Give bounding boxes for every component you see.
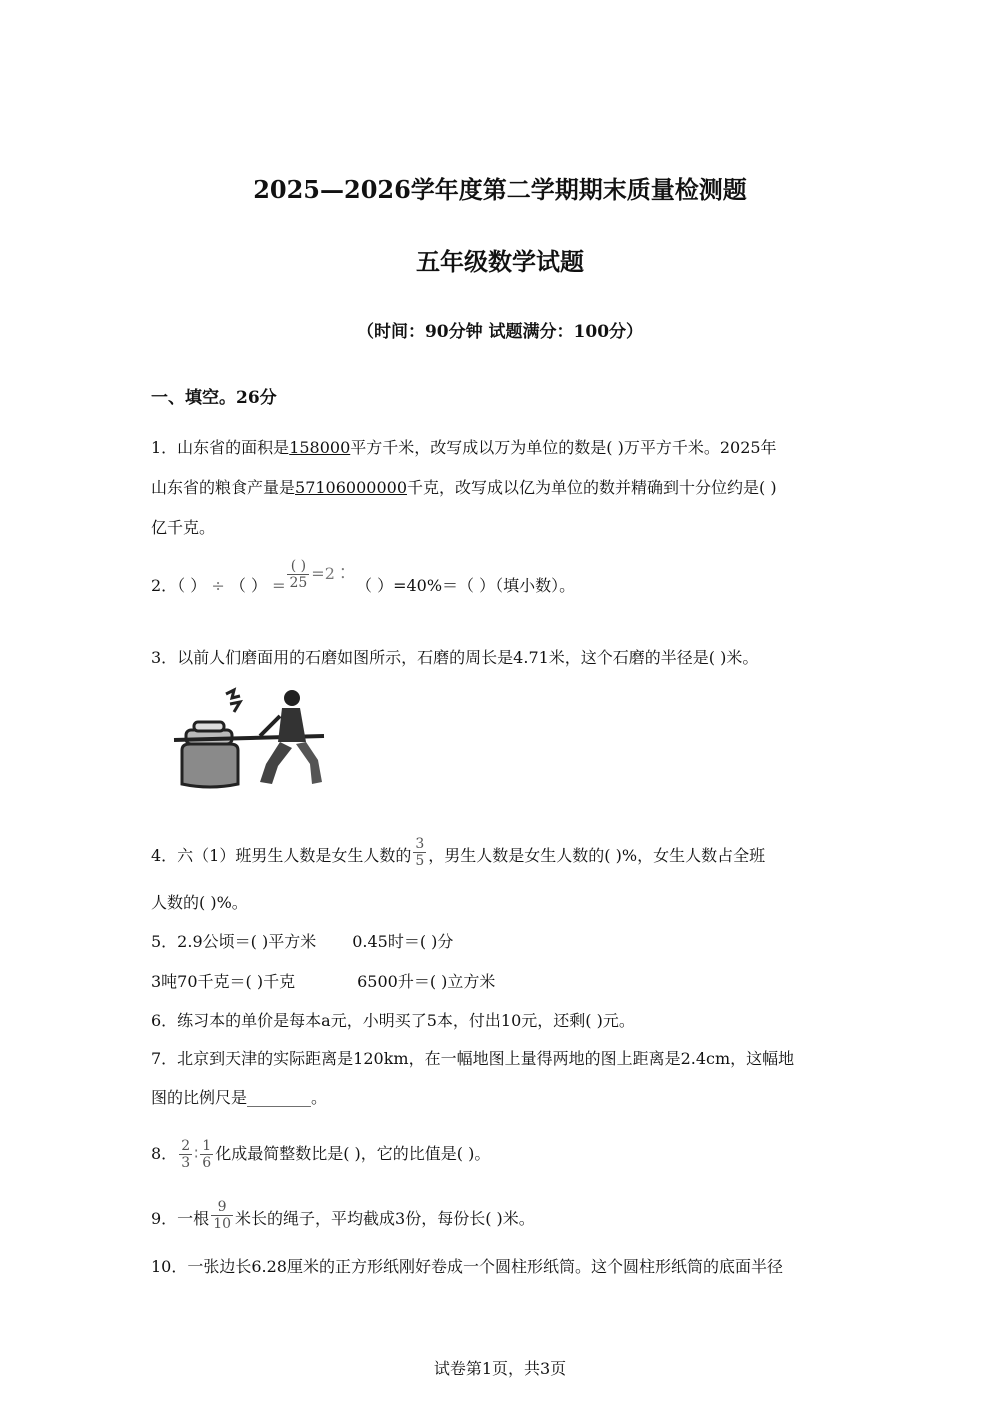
q1-text: 千克，改写成以亿为单位的数并精确到十分位约是( ) bbox=[407, 478, 777, 497]
q2-equals: = bbox=[272, 576, 286, 595]
q9-text: 9．一根 bbox=[151, 1209, 210, 1228]
q9-fraction bbox=[211, 1199, 233, 1232]
q9-fraction-numerator: 9 bbox=[211, 1199, 233, 1216]
q5-text: 5．2.9公顷＝( )平方米 bbox=[151, 932, 317, 951]
q5-text: 3吨70千克＝( )千克 bbox=[151, 972, 296, 991]
q8-ratio-colon: ∶ bbox=[194, 1144, 199, 1163]
question-8 bbox=[151, 1138, 490, 1171]
q5-text: 6500升＝( )立方米 bbox=[357, 972, 496, 991]
question-7-line-1: 7．北京到天津的实际距离是120km，在一幅地图上量得两地的图上距离是2.4cm，这幅地 bbox=[151, 1049, 795, 1068]
question-1-line-3: 亿千克。 bbox=[151, 518, 216, 537]
millstone-figure bbox=[168, 686, 328, 796]
q8-fraction-1 bbox=[179, 1138, 192, 1171]
question-5-line-2 bbox=[151, 970, 495, 994]
q9-fraction-denominator: 10 bbox=[213, 1216, 232, 1232]
q4-fraction-numerator: 3 bbox=[415, 836, 425, 852]
q1-text: 平方千米，改写成以万为单位的数是( )万平方千米。2025年 bbox=[350, 438, 777, 457]
question-1-line-2 bbox=[151, 476, 777, 500]
q8-text: 化成最简整数比是( )，它的比值是( )。 bbox=[215, 1144, 491, 1163]
q9-text: 米长的绳子，平均截成3份，每份长( )米。 bbox=[235, 1209, 535, 1228]
question-5-line-1 bbox=[151, 930, 453, 954]
exam-title: 2025—2026学年度第二学期期末质量检测题 bbox=[253, 175, 747, 204]
q2-fraction bbox=[287, 558, 309, 591]
q1-text: 1．山东省的面积是 bbox=[151, 438, 290, 457]
q8-fraction-2 bbox=[200, 1138, 213, 1171]
page-footer: 试卷第1页，共3页 bbox=[433, 1359, 567, 1378]
q8-fraction-denominator: 6 bbox=[202, 1155, 212, 1171]
q8-text: 8． bbox=[151, 1144, 178, 1163]
q4-fraction-denominator: 5 bbox=[415, 853, 425, 869]
question-4-line-2: 人数的( )%。 bbox=[151, 893, 248, 912]
question-6: 6．练习本的单价是每本a元，小明买了5本，付出10元，还剩( )元。 bbox=[151, 1011, 635, 1030]
question-4-line-1 bbox=[151, 836, 766, 873]
q1-grain-value: 57106000000 bbox=[295, 478, 407, 497]
section-heading: 一、填空。26分 bbox=[151, 388, 277, 408]
q1-text: 山东省的粮食产量是 bbox=[151, 478, 296, 497]
q2-fraction-denominator: 25 bbox=[289, 575, 308, 591]
q5-text: 0.45时＝( )分 bbox=[352, 932, 454, 951]
q8-fraction-numerator: 1 bbox=[202, 1138, 212, 1154]
q2-divide-sign: ÷ bbox=[211, 576, 225, 595]
exam-subtitle: 五年级数学试题 bbox=[416, 247, 584, 276]
q2-fraction-numerator: ( ) bbox=[287, 558, 309, 575]
exam-info: （时间：90分钟 试题满分：100分） bbox=[356, 322, 644, 342]
q8-fraction-denominator: 3 bbox=[181, 1155, 191, 1171]
q1-area-value: 158000 bbox=[289, 438, 351, 457]
q2-ratio: =2∶ bbox=[311, 564, 351, 583]
q4-text: ，男生人数是女生人数的( )%，女生人数占全班 bbox=[428, 846, 766, 865]
question-2 bbox=[151, 558, 576, 603]
question-7-line-2: 图的比例尺是________。 bbox=[151, 1088, 328, 1107]
q2-text: （ ）=40%＝（ ）（填小数）。 bbox=[355, 576, 576, 595]
q4-text: 4．六（1）班男生人数是女生人数的 bbox=[151, 846, 412, 865]
question-10: 10．一张边长6.28厘米的正方形纸刚好卷成一个圆柱形纸筒。这个圆柱形纸筒的底面半径 bbox=[151, 1257, 783, 1276]
q8-fraction-numerator: 2 bbox=[181, 1138, 191, 1154]
q4-fraction bbox=[413, 836, 426, 869]
q2-text: （ ） bbox=[229, 576, 267, 595]
q2-text: 2．（ ） bbox=[151, 576, 207, 595]
question-1-line-1 bbox=[151, 436, 777, 460]
question-9 bbox=[151, 1199, 535, 1236]
question-3: 3．以前人们磨面用的石磨如图所示，石磨的周长是4.71米，这个石磨的半径是( )米。 bbox=[151, 648, 759, 667]
